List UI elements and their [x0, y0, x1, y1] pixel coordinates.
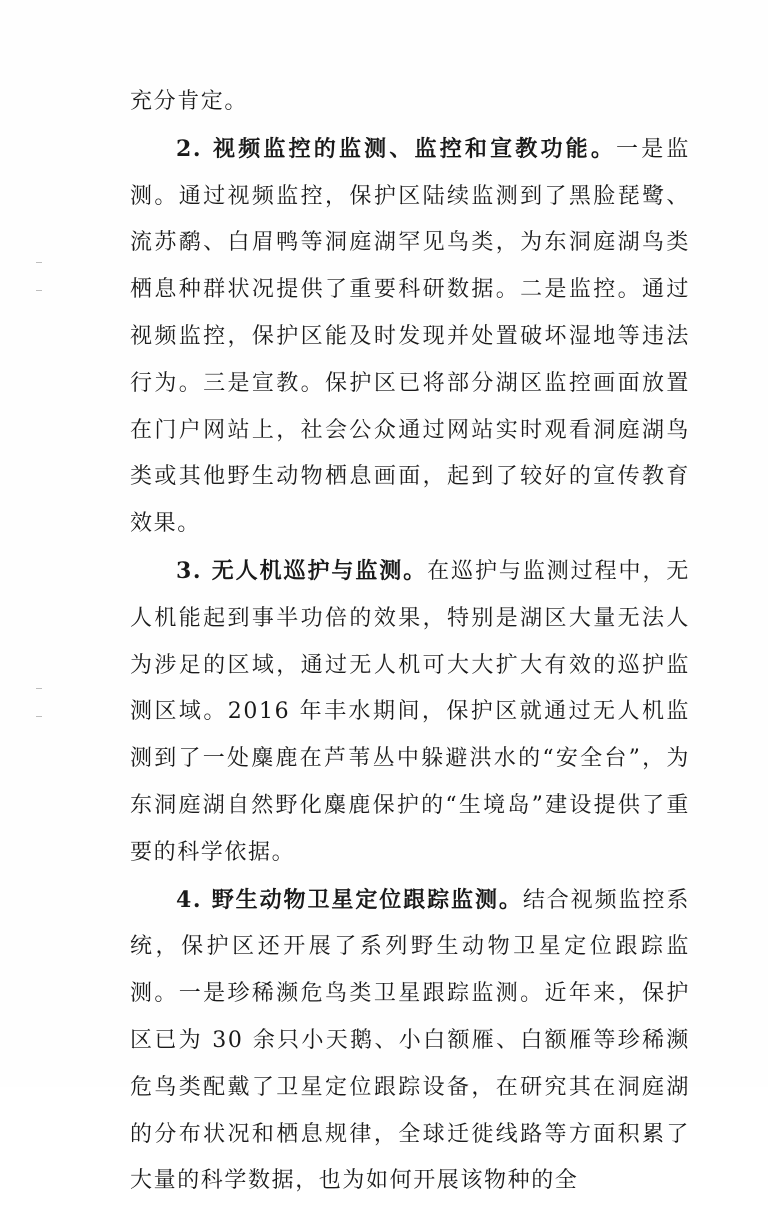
paragraph-heading: 4. 野生动物卫星定位跟踪监测。 [176, 886, 523, 913]
scan-edge-mark [36, 262, 42, 263]
scan-edge-mark [36, 688, 42, 689]
paragraph-2 [130, 126, 690, 548]
paragraph-text: 充分肯定。 [130, 89, 249, 114]
scan-edge-mark [36, 290, 42, 291]
paragraph-heading: 3. 无人机巡护与监测。 [176, 557, 428, 584]
paragraph-3 [130, 548, 690, 877]
paragraph-text: 一是监测。通过视频监控，保护区陆续监测到了黑脸琵鹭、流苏鹬、白眉鸭等洞庭湖罕见鸟类，为东洞庭湖鸟类栖息种群状况提供了重要科研数据。二是监控。通过视频监控，保护区能及时发现并处置破坏湿地等违法行为。三是宣教。保护区已将部分湖区监控画面放置在门户网站上，社会公众通过网站实时观看洞庭湖鸟类或其他野生动物栖息画面，起到了较好的宣传教育效果。 [130, 136, 690, 537]
scan-edge-mark [36, 716, 42, 717]
paragraph-text: 结合视频监控系统，保护区还开展了系列野生动物卫星定位跟踪监测。一是珍稀濒危鸟类卫星跟踪监测。近年来，保护区已为 30 余只小天鹅、小白额雁、白额雁等珍稀濒危鸟类配戴了卫星定位跟踪设备，在研究其在洞庭湖的分布状况和栖息规律，全球迁徙线路等方面积累了大量的科学数据，也为如何开展该物种的全 [130, 887, 690, 1194]
paragraph-4 [130, 877, 690, 1205]
paragraph-heading: 2. 视频监控的监测、监控和宣教功能。 [176, 135, 617, 162]
paragraph-1 [130, 78, 690, 126]
body-text [130, 78, 690, 1205]
paragraph-text: 在巡护与监测过程中，无人机能起到事半功倍的效果，特别是湖区大量无法人为涉足的区域，通过无人机可大大扩大有效的巡护监测区域。2016 年丰水期间，保护区就通过无人机监测到了一处麋鹿在芦苇丛中躲避洪水的“安全台”，为东洞庭湖自然野化麋鹿保护的“生境岛”建设提供了重要的科学依据。 [130, 558, 690, 865]
